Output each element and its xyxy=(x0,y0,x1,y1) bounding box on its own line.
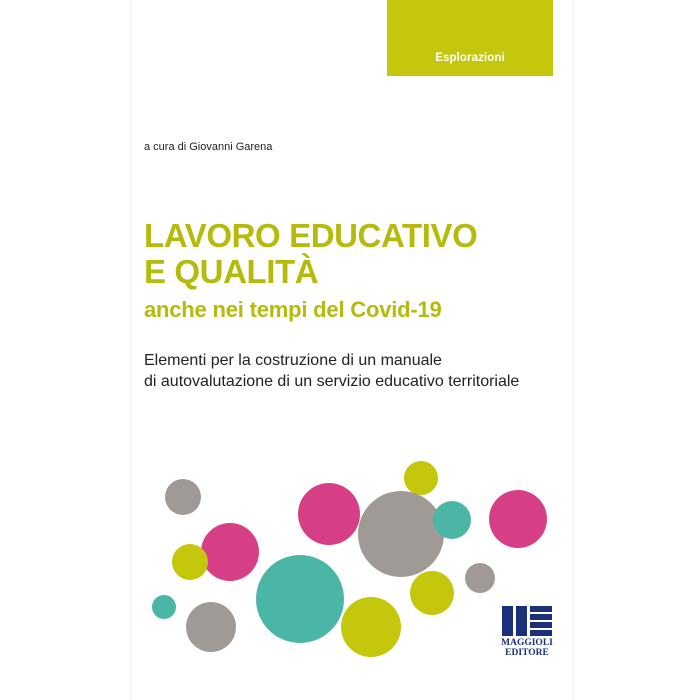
circle-yellow-mid xyxy=(410,571,454,615)
editor-credit: a cura di Giovanni Garena xyxy=(144,141,273,153)
circle-teal-large xyxy=(256,555,344,643)
publisher-name-line-1: MAGGIOLI xyxy=(501,638,553,648)
circle-gray-small xyxy=(165,479,201,515)
circle-yellow-bottom xyxy=(341,597,401,657)
circle-yellow-small xyxy=(404,461,438,495)
circle-teal-small xyxy=(433,501,471,539)
circle-magenta xyxy=(298,483,360,545)
book-subtitle: anche nei tempi del Covid-19 xyxy=(144,297,442,322)
description-line-1: Elementi per la costruzione di un manuale xyxy=(144,352,442,369)
description-line-2: di autovalutazione di un servizio educativo territoriale xyxy=(144,373,520,390)
circle-gray-large xyxy=(358,491,444,577)
circle-magenta-right xyxy=(489,490,547,548)
publisher-name-line-2: EDITORE xyxy=(505,648,549,658)
series-label: Esplorazioni xyxy=(435,52,505,64)
title-line-1: LAVORO EDUCATIVO xyxy=(144,217,478,254)
circle-magenta-left xyxy=(201,523,259,581)
title-line-2: E QUALITÀ xyxy=(144,253,319,290)
circle-yellow-left xyxy=(172,544,208,580)
circle-gray-bottom xyxy=(186,602,236,652)
circle-gray-right xyxy=(465,563,495,593)
circle-teal-tiny xyxy=(152,595,176,619)
publisher-name xyxy=(496,638,558,658)
